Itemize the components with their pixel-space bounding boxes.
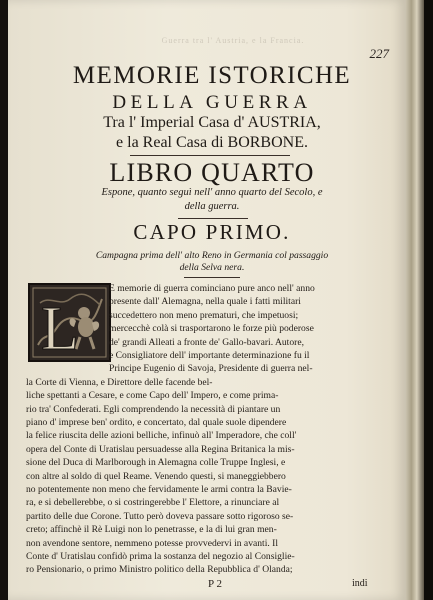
body-line: E memorie di guerra cominciano pure anco nell' anno — [109, 283, 315, 294]
chapter-summary-line-1: Campagna prima dell' alto Reno in Germania col passaggio — [95, 250, 329, 261]
svg-text:L: L — [41, 295, 79, 360]
book-rule — [178, 218, 248, 219]
body-line: opera del Conte di Uratislau persuadesse alla Regina Britanica la mis- — [26, 443, 295, 455]
catchword: indi — [352, 578, 368, 589]
book-heading: LIBRO QUARTO — [109, 158, 315, 187]
body-line: la felice riuscita delle azioni belliche, infinuò all' Imperadore, che coll' — [26, 430, 297, 442]
title-line-4: e la Real Casa di BORBONE. — [116, 134, 308, 151]
decorated-initial-L — [28, 283, 111, 362]
body-line: presente dall' Alemagna, nella quale i fatti militari — [109, 296, 301, 308]
page-number: 227 — [369, 46, 389, 61]
body-line: succedettero non meno prematuri, che impetuosi; — [109, 309, 299, 321]
book-summary-line-2: della guerra. — [184, 201, 240, 212]
body-line: no potentemente non meno che fervidamente le armi contra la Bavie- — [26, 484, 292, 495]
chapter-summary-line-2: della Selva nera. — [179, 262, 245, 273]
chapter-heading: CAPO PRIMO. — [133, 220, 291, 244]
signature-mark: P 2 — [208, 578, 222, 590]
body-line: non avendone sentore, nemmeno potesse provvedervi in avanti. Il — [26, 537, 279, 549]
title-line-2: DELLA GUERRA — [112, 92, 312, 113]
body-line: ra, e si debellerebbe, o si costringerebbe l' Elettore, a rinunciare al — [26, 497, 280, 509]
cherub-ornament-icon — [30, 285, 109, 360]
title-rule — [130, 155, 290, 156]
body-line: rio tra' Confederati. Egli comprendendo la necessità di piantare un — [26, 403, 281, 415]
body-line: liche spettanti a Cesare, e come Capo dell' Impero, e come prima- — [26, 390, 279, 402]
book-page — [8, 0, 406, 600]
body-line: piano d' imprese ben' ordito, e concertato, dal quale suole dipendere — [26, 417, 287, 428]
body-line: e Consigliatore dell' importante determinazione fu il — [109, 350, 310, 361]
body-line: Conte d' Uratislau confidò prima la sostanza del negozio al Consiglie- — [26, 551, 295, 562]
chapter-rule — [184, 277, 240, 278]
background-dark — [424, 0, 433, 600]
body-line: mercecchè colà si trasportarono le forze più poderose — [109, 323, 314, 335]
show-through-text: Guerra tra l' Austria, e la Francia. — [161, 36, 305, 45]
title-line-1: MEMORIE ISTORICHE — [72, 62, 352, 89]
body-line: partito delle due Corone. Tutto però doveva passare sotto rigoroso se- — [26, 510, 294, 522]
body-line: creto; affinchè il Rè Luigi non lo penetrasse, e la di lui gran men- — [26, 524, 277, 536]
body-line: la Corte di Vienna, e Direttore delle facende bel- — [26, 376, 213, 388]
book-summary-line-1: Espone, quanto seguì nell' anno quarto del Secolo, e — [101, 187, 323, 198]
page-edges — [406, 0, 424, 600]
body-line: sione del Duca di Marlborough in Alemagna colle Truppe Inglesi, e — [26, 457, 286, 469]
body-line: con altre al soldo di quel Reame. Venendo questi, si maneggiebbero — [26, 470, 286, 482]
title-line-3: Tra l' Imperial Casa d' AUSTRIA, — [103, 114, 321, 131]
body-line: ro Pensionario, o primo Ministro politico della Repubblica d' Olanda; — [26, 564, 293, 576]
body-line: Principe Eugenio di Savoja, Presidente di guerra nel- — [109, 363, 313, 375]
body-line: de' grandi Alleati a fronte de' Gallo-bavari. Autore, — [109, 336, 304, 348]
